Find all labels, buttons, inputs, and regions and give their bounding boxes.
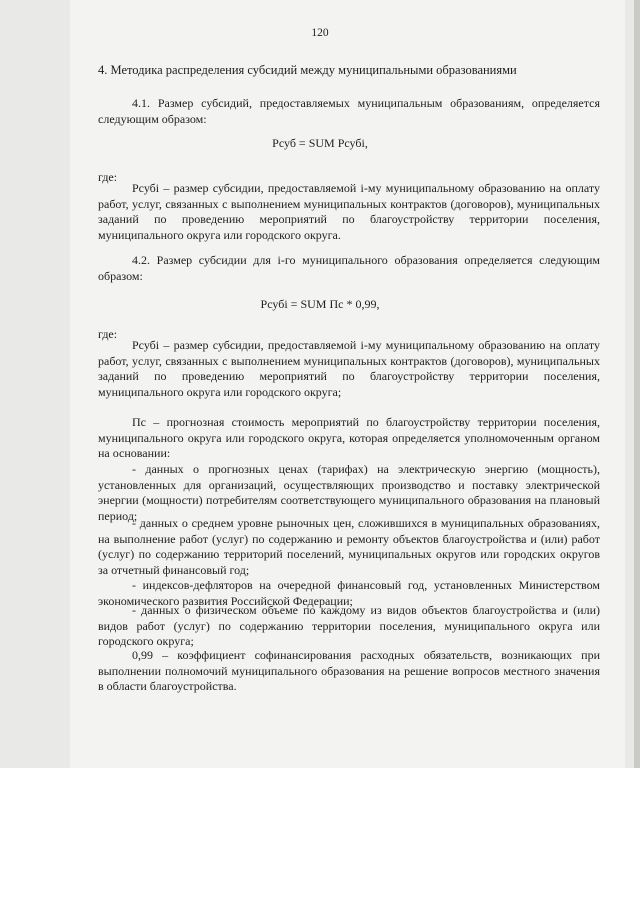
page-number: 120: [311, 27, 329, 39]
paragraph-4-1: 4.1. Размер субсидий, предоставляемых муниципальным образованиям, определяется следующим образом:: [98, 96, 600, 126]
basis-market-prices: - данных о среднем уровне рыночных цен, сложившихся в муниципальных образованиях, на выполнение работ (услуг) по содержанию и ремонту объектов благоустройства и (или) работ (услуг) по содержанию территорий поселений, муниципальных округов или городских округов за отчетный финансовый год;: [98, 516, 600, 577]
blank-area: [0, 768, 640, 905]
formula-total-subsidy: Pсуб = SUM Pсубi,: [272, 136, 368, 150]
definition-psubi-2: Pсубi – размер субсидии, предоставляемой i-му муниципальному образованию на оплату работ, услуг, связанных с выполнением муниципальных контрактов (договоров), муниципальных заданий по проведению мероприятий по благоустройству территории поселения, муниципального округа или городского округа;: [98, 338, 600, 399]
definition-pc: Пс – прогнозная стоимость мероприятий по благоустройству территории поселения, муниципального округа или городского округа, которая определяется уполномоченным органом на основании:: [98, 415, 600, 461]
paragraph-4-2: 4.2. Размер субсидии для i-го муниципального образования определяется следующим образом:: [98, 253, 600, 283]
scanner-edge: [634, 0, 640, 768]
basis-physical-volume: - данных о физическом объеме по каждому из видов объектов благоустройства и (или) видов работ (услуг) по содержанию территории поселения, муниципального округа или городского округа;: [98, 603, 600, 649]
where-label-2: где:: [98, 327, 118, 341]
basis-tariffs: - данных о прогнозных ценах (тарифах) на электрическую энергию (мощность), установленных для организаций, осуществляющих производство и поставку электрической энергии (мощности) потребителям соответствующего муниципального образования на плановый период;: [98, 462, 600, 523]
basis-deflators: - индексов-дефляторов на очередной финансовый год, установленных Министерством экономического развития Российской Федерации;: [98, 578, 600, 608]
definition-psubi-1: Pсубi – размер субсидии, предоставляемой i-му муниципальному образованию на оплату работ, услуг, связанных с выполнением муниципальных контрактов (договоров), муниципальных заданий по проведению мероприятий по благоустройству территории поселения, муниципального округа или городского округа.: [98, 181, 600, 242]
coefficient-definition: 0,99 – коэффициент софинансирования расходных обязательств, возникающих при выполнении полномочий муниципального образования на решение вопросов местного значения в области благоустройства.: [98, 648, 600, 694]
where-label: где:: [98, 170, 118, 184]
section-heading: 4. Методика распределения субсидий между муниципальными образованиями: [98, 63, 517, 77]
formula-subsidy-i: Pсубi = SUM Пс * 0,99,: [260, 297, 380, 311]
